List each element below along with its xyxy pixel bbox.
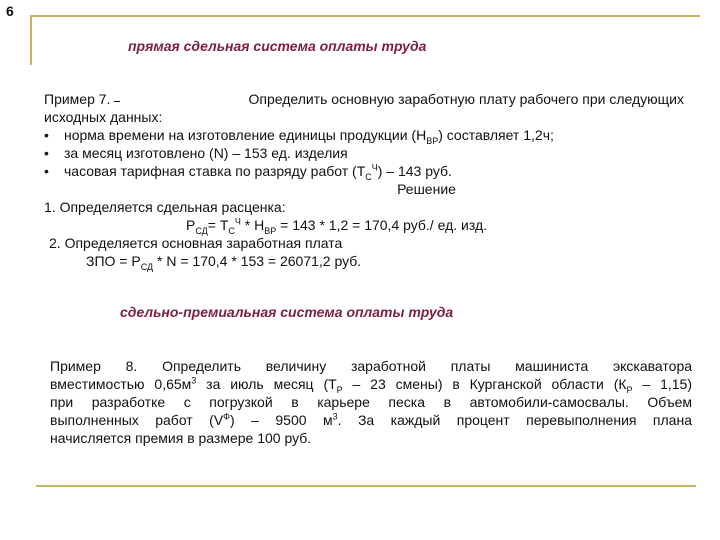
example-8-line3: при разработке с погрузкой в карьере песка в автомобили-самосвалы. Объем [50,394,692,410]
superscript: 3 [332,411,338,422]
bullet-hourly-rate-text: часовая тарифная ставка по разряду работ (Т [64,163,366,179]
section-heading-piece-bonus: сдельно-премиальная система оплаты труда [120,304,454,320]
step-1: 1. Определяется сдельная расценка: [44,199,286,215]
subscript: СД [195,225,208,236]
subscript: СД [140,261,154,272]
subscript: С [228,225,235,236]
text-part: вместимостью 0,65м [50,376,192,392]
example-8-line4 [50,411,692,429]
step-2: 2. Определяется основная заработная плата [49,235,343,251]
solution-title: Решение [397,181,456,197]
formula-part: = Т [207,217,229,233]
superscript: Ч [371,162,378,173]
formula-part: * Н [240,217,265,233]
example-7-label-group [44,90,122,108]
formula-part: Р [186,217,196,233]
superscript: Ч [234,216,241,227]
text-part: . За каждый процент перевыполнения плана [337,412,692,428]
bullet-time-norm-text: норма времени на изготовление единицы продукции (Н [64,127,427,143]
superscript: 3 [191,375,197,386]
subscript: С [365,171,372,182]
dash-mark [114,101,120,102]
page-number: 6 [6,3,14,19]
section-heading-direct-piece-rate: прямая сдельная система оплаты труда [128,38,427,54]
text-part: ) – 9500 м [230,412,333,428]
example-8-line5: начисляется премия в размере 100 руб. [50,430,312,446]
formula-part: ЗПО = Р [86,253,141,269]
bullet-hourly-rate [44,162,684,180]
superscript: Ф [223,411,231,422]
bullet-monthly-output: • за месяц изготовлено (N) – 153 ед. изделия [44,144,684,162]
example-7-task-text: Определить основную заработную плату рабочего при следующих [248,91,684,107]
text-part: – 1,15) [632,376,692,392]
bottom-divider [36,485,696,487]
text-part: – 23 смены) в Курганской области (К [342,376,627,392]
formula-part: * N = 170,4 * 153 = 26071,2 руб. [153,253,362,269]
example-8-block [50,357,692,447]
bullet-time-norm [44,126,684,144]
formula-part: = 143 * 1,2 = 170,4 руб./ ед. изд. [276,217,488,233]
example-7-line1 [44,90,684,108]
text-part: выполненных работ (V [50,412,224,428]
text-part: за июль месяц (Т [196,376,337,392]
example-7-line2: исходных данных: [44,109,163,125]
example-8-task-text: Определить величину заработной платы машиниста экскаватора [162,358,693,374]
formula-base-wage [44,252,684,270]
subscript: Р [336,384,343,395]
example-8-line1 [50,357,692,375]
subscript: ВР [426,135,439,146]
example-8-line2 [50,375,692,393]
top-divider [30,15,700,17]
example-8-label: Пример 8. [50,358,138,374]
formula-piece-rate [44,216,684,234]
bullet-time-norm-value: ) составляет 1,2ч; [438,127,554,143]
example-7-block [44,90,684,270]
subscript: ВР [264,225,277,236]
left-divider [30,15,32,65]
bullet-hourly-rate-value: ) – 143 руб. [377,163,452,179]
example-7-label: Пример 7. [44,91,111,107]
subscript: Р [626,384,633,395]
